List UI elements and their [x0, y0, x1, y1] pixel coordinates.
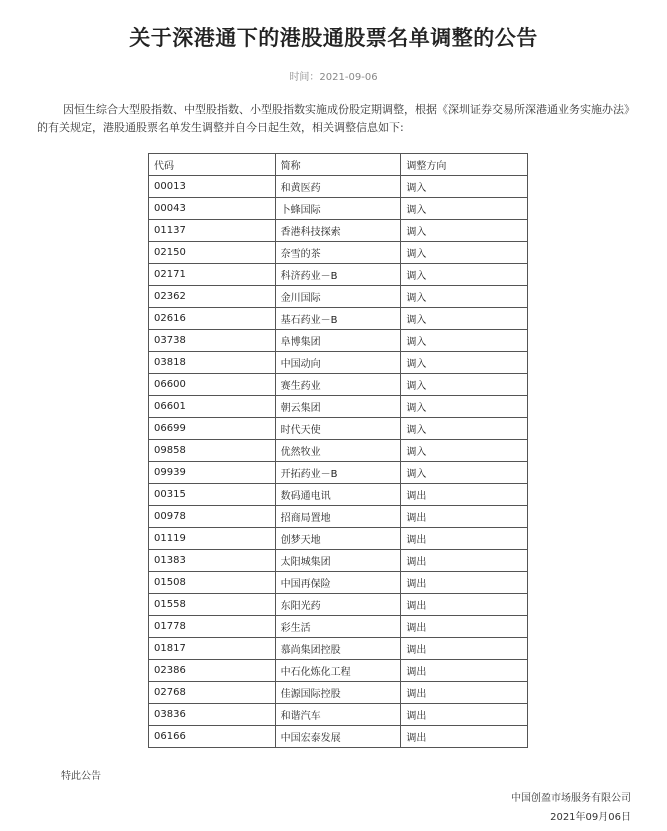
cell-code: 01817	[149, 638, 276, 660]
table-row	[149, 176, 528, 198]
cell-direction: 调入	[401, 330, 528, 352]
cell-name: 中国动向	[275, 352, 401, 374]
cell-name: 金川国际	[275, 286, 401, 308]
intro-paragraph: 因恒生综合大型股指数、中型股指数、小型股指数实施成份股定期调整，根据《深圳证券交易所深港通业务实施办法》的有关规定，港股通股票名单发生调整并自今日起生效，相关调整信息如下:	[37, 103, 630, 134]
cell-direction: 调出	[401, 572, 528, 594]
cell-direction: 调出	[401, 484, 528, 506]
cell-direction: 调入	[401, 396, 528, 418]
cell-direction: 调出	[401, 616, 528, 638]
cell-name: 中石化炼化工程	[275, 660, 401, 682]
cell-code: 09939	[149, 462, 276, 484]
cell-direction: 调出	[401, 550, 528, 572]
cell-direction: 调出	[401, 528, 528, 550]
cell-name: 创梦天地	[275, 528, 401, 550]
table-row	[149, 220, 528, 242]
cell-name: 慕尚集团控股	[275, 638, 401, 660]
publish-time: 时间：2021-09-06	[289, 72, 378, 83]
cell-name: 招商局置地	[275, 506, 401, 528]
table-row	[149, 462, 528, 484]
table-row	[149, 550, 528, 572]
table-row	[149, 660, 528, 682]
cell-code: 06601	[149, 396, 276, 418]
cell-direction: 调入	[401, 418, 528, 440]
cell-direction: 调入	[401, 220, 528, 242]
cell-direction: 调入	[401, 374, 528, 396]
cell-name: 卜蜂国际	[275, 198, 401, 220]
table-row	[149, 638, 528, 660]
cell-code: 02768	[149, 682, 276, 704]
header-code: 代码	[149, 154, 276, 176]
cell-code: 02362	[149, 286, 276, 308]
cell-name: 开拓药业－B	[275, 462, 401, 484]
cell-code: 09858	[149, 440, 276, 462]
table-row	[149, 506, 528, 528]
cell-code: 01508	[149, 572, 276, 594]
cell-direction: 调入	[401, 264, 528, 286]
cell-code: 01778	[149, 616, 276, 638]
cell-name: 优然牧业	[275, 440, 401, 462]
cell-direction: 调出	[401, 726, 528, 748]
cell-direction: 调入	[401, 440, 528, 462]
cell-code: 01383	[149, 550, 276, 572]
cell-code: 03818	[149, 352, 276, 374]
cell-name: 阜博集团	[275, 330, 401, 352]
cell-name: 数码通电讯	[275, 484, 401, 506]
cell-name: 科济药业－B	[275, 264, 401, 286]
cell-code: 02386	[149, 660, 276, 682]
table-row	[149, 440, 528, 462]
cell-name: 赛生药业	[275, 374, 401, 396]
cell-name: 基石药业－B	[275, 308, 401, 330]
cell-name: 东阳光药	[275, 594, 401, 616]
table-row	[149, 286, 528, 308]
cell-code: 00013	[149, 176, 276, 198]
cell-direction: 调入	[401, 242, 528, 264]
issuer-name: 中国创盈市场服务有限公司	[511, 793, 631, 804]
table-row	[149, 198, 528, 220]
cell-code: 06699	[149, 418, 276, 440]
table-row	[149, 352, 528, 374]
cell-code: 02150	[149, 242, 276, 264]
closing-text: 特此公告	[61, 771, 101, 782]
cell-name: 佳源国际控股	[275, 682, 401, 704]
cell-name: 时代天使	[275, 418, 401, 440]
cell-name: 和谐汽车	[275, 704, 401, 726]
table-row	[149, 572, 528, 594]
cell-name: 中国再保险	[275, 572, 401, 594]
cell-code: 06166	[149, 726, 276, 748]
cell-direction: 调入	[401, 176, 528, 198]
cell-direction: 调出	[401, 682, 528, 704]
cell-name: 香港科技探索	[275, 220, 401, 242]
cell-code: 00043	[149, 198, 276, 220]
cell-code: 01558	[149, 594, 276, 616]
cell-code: 02616	[149, 308, 276, 330]
table-body	[149, 176, 528, 748]
cell-direction: 调入	[401, 308, 528, 330]
table-row	[149, 264, 528, 286]
cell-direction: 调入	[401, 198, 528, 220]
cell-code: 00978	[149, 506, 276, 528]
header-name: 简称	[275, 154, 401, 176]
table-header-row	[149, 154, 528, 176]
table-row	[149, 528, 528, 550]
cell-code: 03738	[149, 330, 276, 352]
table-row	[149, 242, 528, 264]
cell-name: 太阳城集团	[275, 550, 401, 572]
table-row	[149, 704, 528, 726]
table-row	[149, 594, 528, 616]
table-row	[149, 418, 528, 440]
table-row	[149, 484, 528, 506]
page-title: 关于深港通下的港股通股票名单调整的公告	[129, 26, 538, 50]
cell-direction: 调出	[401, 506, 528, 528]
cell-direction: 调出	[401, 638, 528, 660]
cell-direction: 调出	[401, 660, 528, 682]
table-row	[149, 616, 528, 638]
cell-code: 06600	[149, 374, 276, 396]
table-row	[149, 374, 528, 396]
sign-date: 2021年09月06日	[550, 812, 631, 823]
table-row	[149, 308, 528, 330]
adjustment-table	[148, 153, 528, 748]
cell-name: 朝云集团	[275, 396, 401, 418]
cell-code: 01119	[149, 528, 276, 550]
cell-direction: 调入	[401, 462, 528, 484]
cell-name: 中国宏泰发展	[275, 726, 401, 748]
table-row	[149, 682, 528, 704]
table-row	[149, 330, 528, 352]
cell-direction: 调入	[401, 286, 528, 308]
cell-code: 01137	[149, 220, 276, 242]
cell-direction: 调出	[401, 704, 528, 726]
table-row	[149, 726, 528, 748]
cell-code: 00315	[149, 484, 276, 506]
cell-name: 彩生活	[275, 616, 401, 638]
cell-code: 02171	[149, 264, 276, 286]
cell-code: 03836	[149, 704, 276, 726]
cell-name: 奈雪的茶	[275, 242, 401, 264]
cell-name: 和黄医药	[275, 176, 401, 198]
cell-direction: 调出	[401, 594, 528, 616]
cell-direction: 调入	[401, 352, 528, 374]
header-direction: 调整方向	[401, 154, 528, 176]
table-row	[149, 396, 528, 418]
